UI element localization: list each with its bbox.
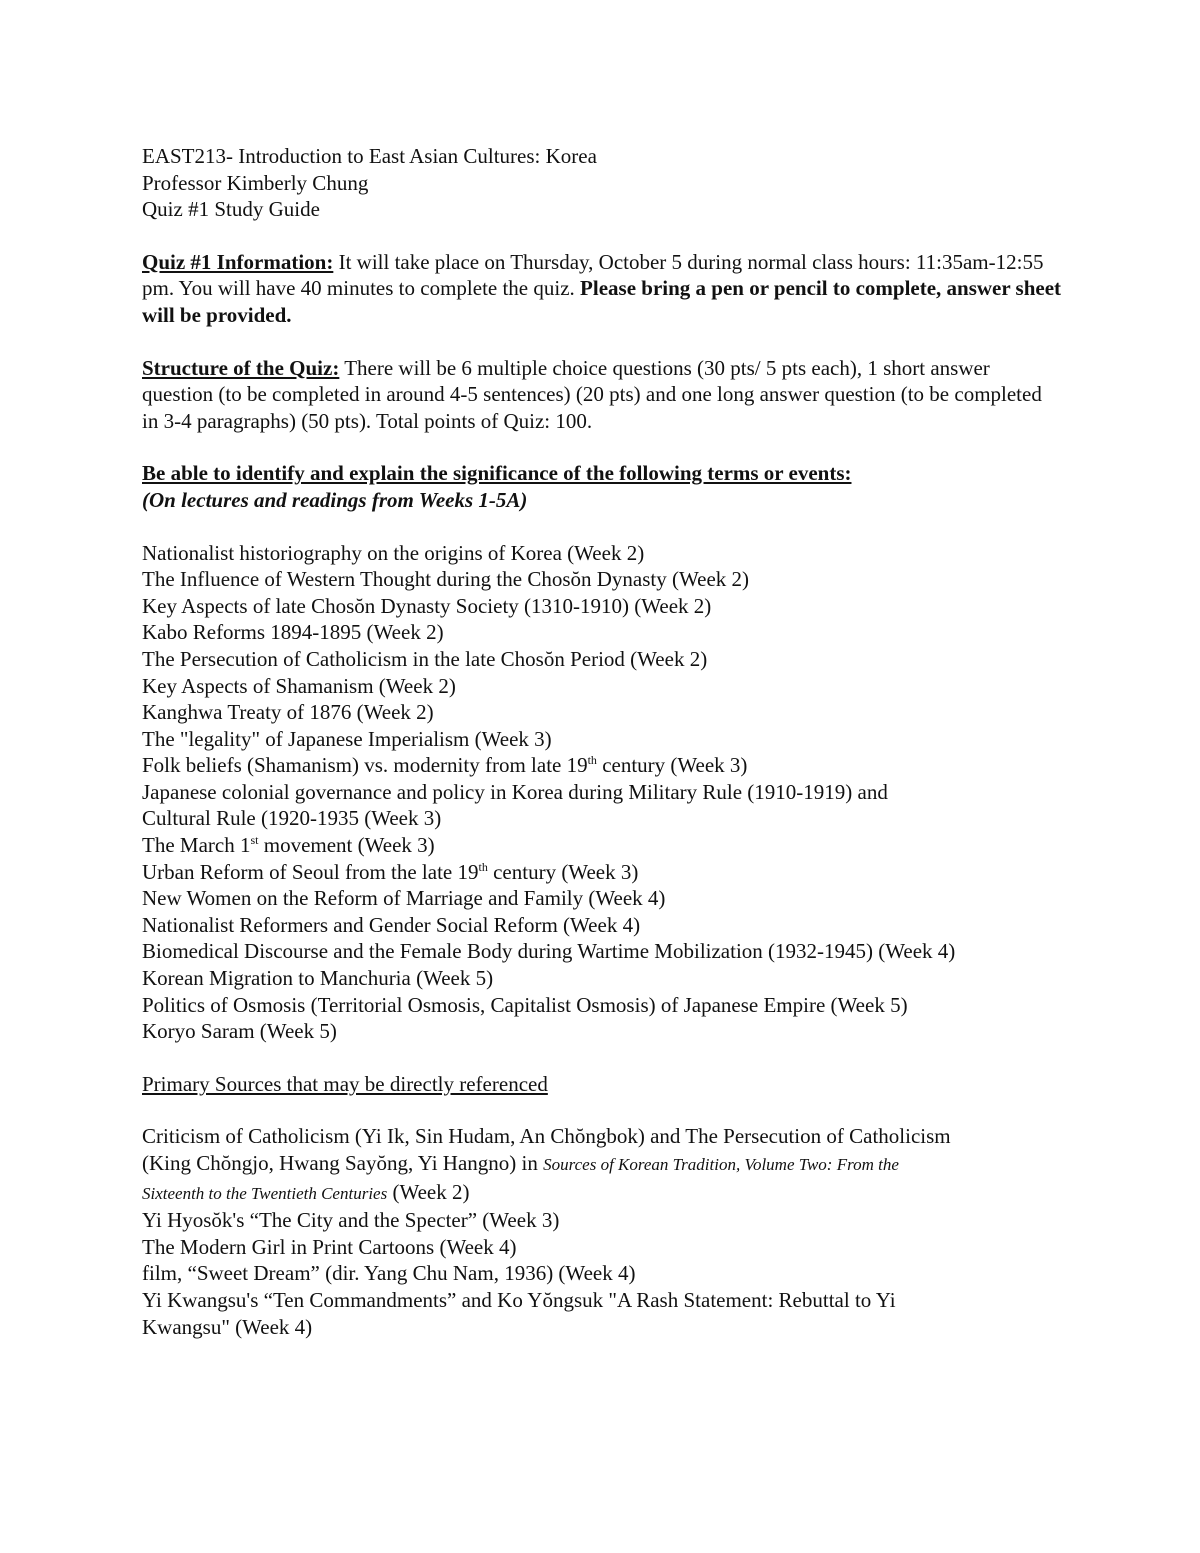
- source-book-title-part-2: Sixteenth to the Twentieth Centuries: [142, 1183, 388, 1203]
- quiz-information-bold-note: Please bring a pen or pencil to complete, answer sheet will be provided.: [142, 276, 1062, 327]
- term-item: The Influence of Western Thought during the Chosŏn Dynasty (Week 2): [142, 567, 750, 592]
- quiz-information-text: It will take place on Thursday, October 5 during normal class hours: 11:35am-12:55 pm. You will have 40 minutes to complete the quiz.: [142, 249, 1044, 301]
- source-book-title-part-1: Sources of Korean Tradition, Volume Two: From the: [543, 1155, 899, 1174]
- term-item: [142, 832, 1062, 859]
- term-text: The March 1: [142, 833, 251, 858]
- source-catholicism-line-2: [142, 1150, 1062, 1179]
- source-ten-commandments-line-1: Yi Kwangsu's “Ten Commandments” and Ko Yŏngsuk "A Rash Statement: Rebuttal to Yi: [142, 1287, 896, 1312]
- term-item: Cultural Rule (1920-1935 (Week 3): [142, 806, 442, 831]
- term-item: The "legality" of Japanese Imperialism (Week 3): [142, 726, 552, 751]
- source-ten-commandments-line-2: Kwangsu" (Week 4): [142, 1314, 313, 1339]
- term-item: New Women on the Reform of Marriage and Family (Week 4): [142, 886, 666, 911]
- term-item: The Persecution of Catholicism in the late Chosŏn Period (Week 2): [142, 646, 708, 671]
- source-modern-girl-cartoons: The Modern Girl in Print Cartoons (Week 4): [142, 1234, 517, 1259]
- source-city-and-specter: Yi Hyosŏk's “The City and the Specter” (Week 3): [142, 1208, 560, 1233]
- term-item: Biomedical Discourse and the Female Body during Wartime Mobilization (1932-1945) (Week 4): [142, 939, 956, 964]
- term-ordinal-suffix: th: [587, 753, 597, 768]
- professor-name: Professor Kimberly Chung: [142, 170, 369, 195]
- term-item: Japanese colonial governance and policy in Korea during Military Rule (1910-1919) and: [142, 779, 888, 804]
- terms-heading: Be able to identify and explain the significance of the following terms or events:: [142, 461, 852, 486]
- term-item: Key Aspects of late Chosŏn Dynasty Society (1310-1910) (Week 2): [142, 593, 712, 618]
- term-item: Kanghwa Treaty of 1876 (Week 2): [142, 700, 434, 725]
- terms-list: [142, 540, 1062, 1045]
- term-text: Folk beliefs (Shamanism) vs. modernity from late 19: [142, 753, 588, 778]
- term-item: Nationalist historiography on the origins of Korea (Week 2): [142, 540, 645, 565]
- guide-title: Quiz #1 Study Guide: [142, 197, 320, 222]
- quiz-information-heading: Quiz #1 Information:: [142, 249, 334, 274]
- primary-sources-heading: Primary Sources that may be directly referenced: [142, 1071, 548, 1096]
- quiz-information-section: [142, 249, 1062, 329]
- quiz-structure-text: There will be 6 multiple choice questions (30 pts/ 5 pts each), 1 short answer question (to be completed in around 4-5 sentences) (20 pts) and one long answer question (to be completed in 3-4 paragraphs) (50 pts). Total points of Quiz: 100.: [142, 355, 1042, 433]
- term-text: Urban Reform of Seoul from the late 19: [142, 859, 479, 884]
- terms-section: [142, 460, 1062, 1044]
- document-header: [142, 143, 1062, 223]
- term-item: Nationalist Reformers and Gender Social Reform (Week 4): [142, 912, 641, 937]
- course-title: EAST213- Introduction to East Asian Cultures: Korea: [142, 144, 597, 168]
- quiz-structure-section: [142, 355, 1062, 435]
- term-ordinal-suffix: st: [250, 833, 259, 848]
- term-text: century (Week 3): [596, 753, 748, 778]
- term-item: Key Aspects of Shamanism (Week 2): [142, 673, 456, 698]
- source-catholicism-week: (Week 2): [387, 1179, 470, 1204]
- term-item: Korean Migration to Manchuria (Week 5): [142, 966, 494, 991]
- source-sweet-dream-film: film, “Sweet Dream” (dir. Yang Chu Nam, 1936) (Week 4): [142, 1261, 636, 1286]
- source-catholicism-authors: (King Chŏngjo, Hwang Sayŏng, Yi Hangno) in: [142, 1151, 544, 1175]
- term-item: Politics of Osmosis (Territorial Osmosis, Capitalist Osmosis) of Japanese Empire (Week 5): [142, 992, 908, 1017]
- terms-subheading: (On lectures and readings from Weeks 1-5A): [142, 487, 528, 512]
- term-item: Koryo Saram (Week 5): [142, 1019, 337, 1044]
- source-catholicism-line-3: [142, 1179, 1062, 1208]
- term-item: Kabo Reforms 1894-1895 (Week 2): [142, 620, 444, 645]
- term-text: movement (Week 3): [258, 833, 435, 858]
- term-ordinal-suffix: th: [478, 859, 488, 874]
- primary-sources-section: [142, 1071, 1062, 1340]
- study-guide-page: [142, 143, 1062, 1340]
- term-item: [142, 752, 1062, 779]
- source-catholicism-line-1: Criticism of Catholicism (Yi Ik, Sin Hudam, An Chŏngbok) and The Persecution of Catholicism: [142, 1124, 951, 1149]
- term-item: [142, 859, 1062, 886]
- term-text: century (Week 3): [487, 859, 639, 884]
- quiz-structure-heading: Structure of the Quiz:: [142, 355, 340, 380]
